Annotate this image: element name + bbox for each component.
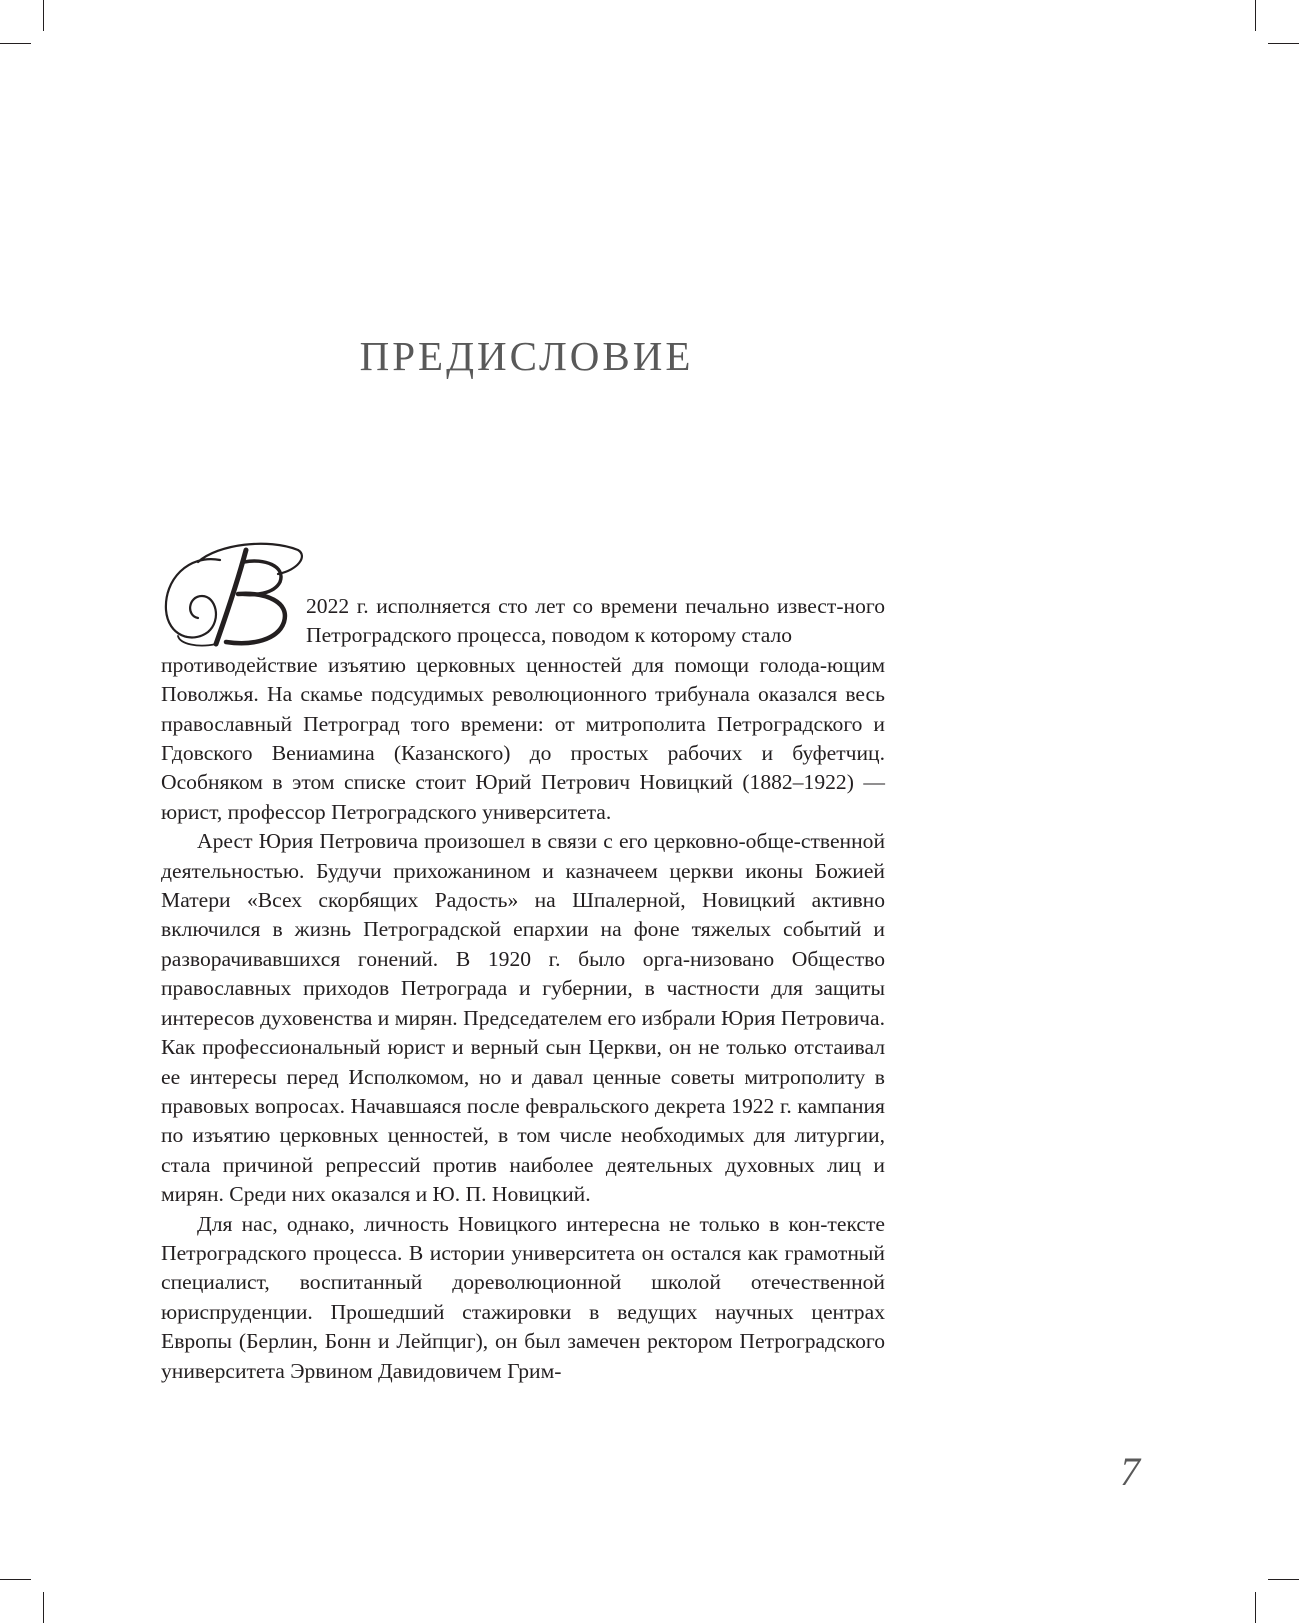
crop-mark-bottom-right bbox=[1255, 1592, 1256, 1623]
crop-mark-top-left bbox=[43, 0, 44, 31]
paragraph-2: Арест Юрия Петровича произошел в связи с его церковно-обще-ственной деятельностью. Будучи прихожанином и казначеем церкви иконы Божией Матери «Всех скорбящих Радость» на Шпалерной, Новицкий активно включился в жизнь Петроградской епархии на фоне тяжелых событий и разворачивавшихся гонений. В 1920 г. было орга-низовано Общество православных приходов Петрограда и губернии, в частности для защиты интересов духовенства и мирян. Председателем его избрали Юрия Петровича. Как профессиональный юрист и верный сын Церкви, он не только отстаивал ее интересы перед Исполкомом, но и давал ценные советы митрополиту в правовых вопросах. Начавшаяся после февральского декрета 1922 г. кампания по изъятию церковных ценностей, в том числе необходимых для литургии, стала причиной репрессий против наиболее деятельных духовных лиц и мирян. Среди них оказался и Ю. П. Новицкий. bbox=[161, 829, 885, 1207]
crop-mark-bottom-right bbox=[1268, 1579, 1299, 1580]
crop-mark-bottom-left bbox=[43, 1592, 44, 1623]
crop-mark-top-right bbox=[1255, 0, 1256, 31]
paragraph-1-lead: 2022 г. исполняется сто лет со времени печально извест-ного Петроградского процесса, поводом к которому стало bbox=[306, 594, 885, 648]
page-number: 7 bbox=[1120, 1449, 1140, 1494]
paragraph-3: Для нас, однако, личность Новицкого интересна не только в кон-тексте Петроградского процесса. В истории университета он остался как грамотный специалист, воспитанный дореволюционной школой отечественной юриспруденции. Прошедший стажировки в ведущих научных центрах Европы (Берлин, Бонн и Лейпциг), он был замечен ректором Петроградского университета Эрвином Давидовичем Грим- bbox=[161, 1211, 885, 1383]
body-text bbox=[161, 592, 885, 1386]
crop-mark-top-right bbox=[1268, 43, 1299, 44]
crop-mark-bottom-left bbox=[0, 1579, 31, 1580]
paragraph-1-rest: противодействие изъятию церковных ценностей для помощи голода-ющим Поволжья. На скамье подсудимых революционного трибунала оказался весь православный Петроград того времени: от митрополита Петроградского и Гдовского Вениамина (Казанского) до простых рабочих и буфетчиц. Особняком в этом списке стоит Юрий Петрович Новицкий (1882–1922) — юрист, профессор Петроградского университета. bbox=[161, 652, 885, 824]
paragraph-1 bbox=[161, 592, 885, 827]
crop-mark-top-left bbox=[0, 43, 31, 44]
page-title: ПРЕДИСЛОВИЕ bbox=[359, 333, 694, 379]
